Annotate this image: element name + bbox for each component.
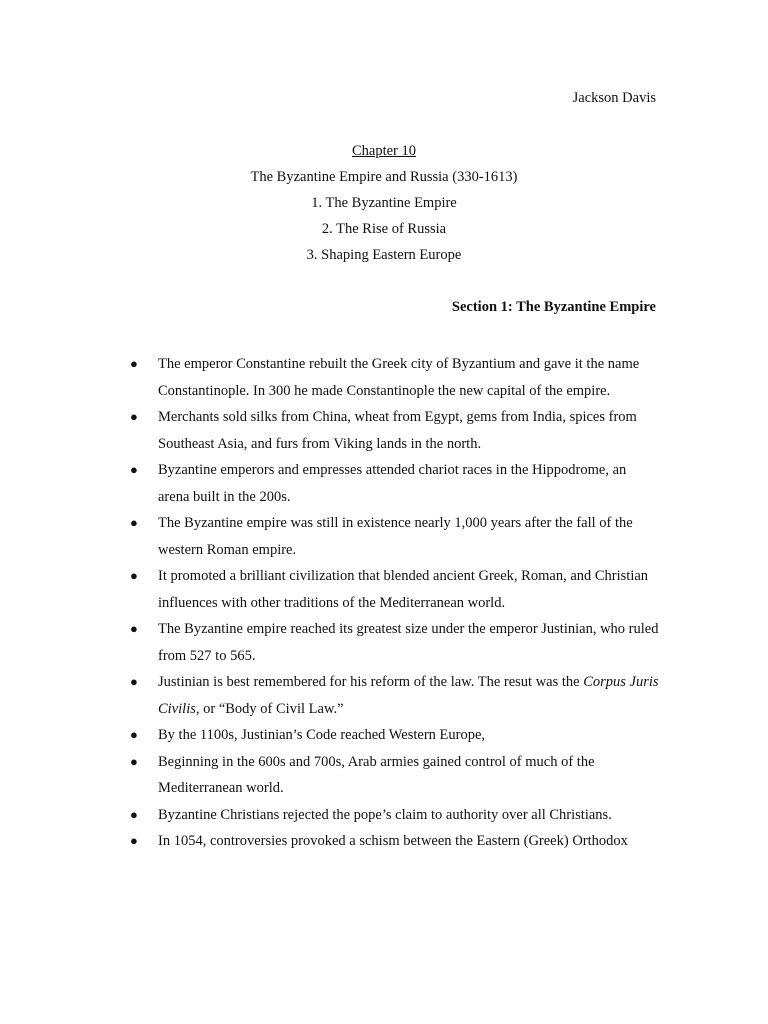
bullet-icon: ●: [130, 806, 138, 822]
list-item-text: Beginning in the 600s and 700s, Arab armies gained control of much of the Mediterranean world.: [158, 753, 595, 796]
bullet-icon: ●: [130, 568, 138, 583]
list-item-text: The emperor Constantine rebuilt the Greek city of Byzantium and gave it the name Constantinople. In 300 he made Constantinople the new capital of the empire.: [158, 356, 640, 399]
chapter-section-1: 1. The Byzantine Empire: [311, 195, 457, 211]
list-item: [130, 563, 660, 616]
list-item: [130, 457, 660, 510]
list-item-text: Byzantine Christians rejected the pope’s claim to authority over all Christians.: [158, 806, 612, 823]
bullet-icon: ●: [130, 674, 138, 689]
list-item-text-italic: Corpus Juris Civilis: [158, 674, 659, 717]
chapter-title: The Byzantine Empire and Russia (330-1613): [250, 169, 518, 185]
bullet-icon: ●: [130, 753, 138, 769]
author-name: Jackson Davis: [572, 90, 656, 106]
list-item: [130, 510, 660, 563]
bullet-icon: ●: [130, 515, 138, 530]
list-item-text: By the 1100s, Justinian’s Code reached Western Europe,: [158, 727, 486, 743]
bullet-icon: ●: [130, 356, 138, 371]
list-item: [130, 669, 660, 722]
list-item-text: The Byzantine empire reached its greatest size under the emperor Justinian, who ruled from 527 to 565.: [158, 621, 659, 664]
chapter-section-2: 2. The Rise of Russia: [321, 221, 447, 237]
bullet-icon: ●: [130, 833, 138, 848]
list-item-text: Byzantine emperors and empresses attended chariot races in the Hippodrome, an arena built in the 200s.: [158, 462, 627, 505]
list-item-text: The Byzantine empire was still in existence nearly 1,000 years after the fall of the western Roman empire.: [158, 515, 633, 558]
list-item: [130, 802, 660, 829]
list-item-text: In 1054, controversies provoked a schism between the Eastern (Greek) Orthodox: [158, 833, 628, 849]
bullet-icon: ●: [130, 621, 138, 636]
bullet-icon: ●: [130, 462, 138, 477]
list-item: [130, 404, 660, 457]
chapter-title-block: [0, 142, 768, 272]
list-item: [130, 722, 660, 749]
list-item: [130, 828, 660, 855]
list-item: [130, 351, 660, 404]
list-item: [130, 749, 660, 802]
list-item-text-after: , or “Body of Civil Law.”: [195, 700, 344, 717]
chapter-label: Chapter 10: [351, 143, 417, 159]
list-item: [130, 616, 660, 669]
notes-list: [130, 351, 660, 855]
list-item-text: It promoted a brilliant civilization that blended ancient Greek, Roman, and Christian influences with other traditions of the Mediterranean world.: [158, 568, 649, 611]
chapter-section-3: 3. Shaping Eastern Europe: [306, 247, 462, 263]
bullet-icon: ●: [130, 727, 138, 742]
list-item-text-before: Justinian is best remembered for his reform of the law. The resut was the: [158, 674, 584, 690]
bullet-icon: ●: [130, 409, 138, 424]
list-item-text: Merchants sold silks from China, wheat from Egypt, gems from India, spices from Southeast Asia, and furs from Viking lands in the north.: [158, 409, 637, 452]
section-heading: Section 1: The Byzantine Empire: [451, 299, 656, 315]
